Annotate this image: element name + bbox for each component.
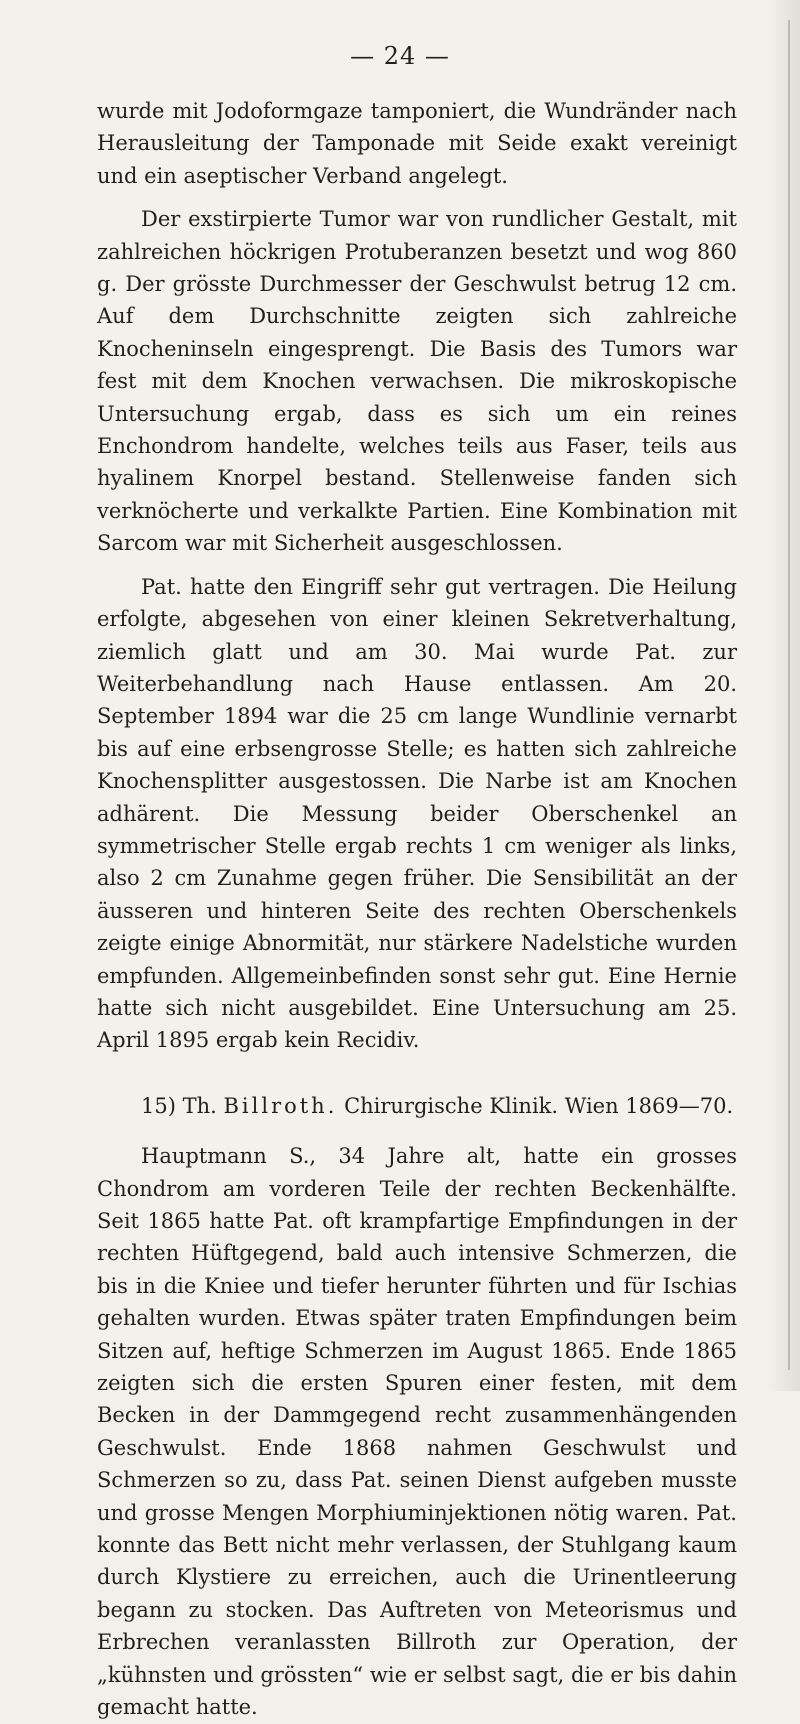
case-heading-rest: Chirurgische Klinik. Wien 1869—70. (344, 1093, 734, 1118)
case-heading (97, 1090, 737, 1122)
case-heading-prefix: 15) Th. (141, 1093, 217, 1118)
case-heading-author: Billroth. (223, 1093, 338, 1118)
paragraph-followup: Pat. hatte den Eingriff sehr gut vertragen. Die Heilung erfolgte, abgesehen von einer kleinen Sekretverhaltung, ziemlich glatt und am 30. Mai wurde Pat. zur Weiterbehandlung nach Hause entlassen. Am 20. September 1894 war die 25 cm lange Wundlinie vernarbt bis auf eine erbsengrosse Stelle; es hatten sich zahlreiche Knochensplitter ausgestossen. Die Narbe ist am Knochen adhärent. Die Messung beider Oberschenkel an symmetrischer Stelle ergab rechts 1 cm weniger als links, also 2 cm Zunahme gegen früher. Die Sensibilität an der äusseren und hinteren Seite des rechten Oberschenkels zeigte einige Abnormität, nur stärkere Nadelstiche wurden empfunden. Allgemeinbefinden sonst sehr gut. Eine Hernie hatte sich nicht ausgebildet. Eine Untersuchung am 25. April 1895 ergab kein Recidiv. (97, 574, 737, 1053)
paragraph-tumor-description: Der exstirpierte Tumor war von rundlicher Gestalt, mit zahlreichen höckrigen Protuberanzen besetzt und wog 860 g. Der grösste Durchmesser der Geschwulst betrug 12 cm. Auf dem Durchschnitte zeigten sich zahlreiche Knocheninseln eingesprengt. Die Basis des Tumors war fest mit dem Knochen verwachsen. Die mikroskopische Untersuchung ergab, dass es sich um ein reines Enchondrom handelte, welches teils aus Faser, teils aus hyalinem Knorpel bestand. Stellenweise fanden sich verknöcherte und verkalkte Partien. Eine Kombination mit Sarcom war mit Sicherheit ausgeschlossen. (97, 207, 737, 556)
page-edge-line (788, 20, 790, 1370)
page-number: — 24 — (350, 42, 450, 70)
page-body (97, 95, 737, 1724)
page-edge-shadow (766, 0, 800, 1391)
paragraph-continuation: wurde mit Jodoformgaze tamponiert, die Wundränder nach Herausleitung der Tamponade mit Seide exakt vereinigt und ein aseptischer Verband angelegt. (97, 99, 737, 188)
paragraph-case-history: Hauptmann S., 34 Jahre alt, hatte ein grosses Chondrom am vorderen Teile der rechten Beckenhälfte. Seit 1865 hatte Pat. oft krampfartige Empfindungen in der rechten Hüftgegend, bald auch intensive Schmerzen, die bis in die Kniee und tiefer herunter führten und für Ischias gehalten wurden. Etwas später traten Empfindungen beim Sitzen auf, heftige Schmerzen im August 1865. Ende 1865 zeigten sich die ersten Spuren einer festen, mit dem Becken in der Dammgegend recht zusammenhängenden Geschwulst. Ende 1868 nahmen Geschwulst und Schmerzen so zu, dass Pat. seinen Dienst aufgeben musste und grosse Mengen Morphiuminjektionen nötig waren. Pat. konnte das Bett nicht mehr verlassen, der Stuhlgang kaum durch Klystiere zu erreichen, auch die Urinentleerung begann zu stocken. Das Auftreten von Meteorismus und Erbrechen veranlassten Billroth zur Operation, der „kühnsten und grössten“ wie er selbst sagt, die er bis dahin gemacht hatte. (97, 1144, 737, 1720)
